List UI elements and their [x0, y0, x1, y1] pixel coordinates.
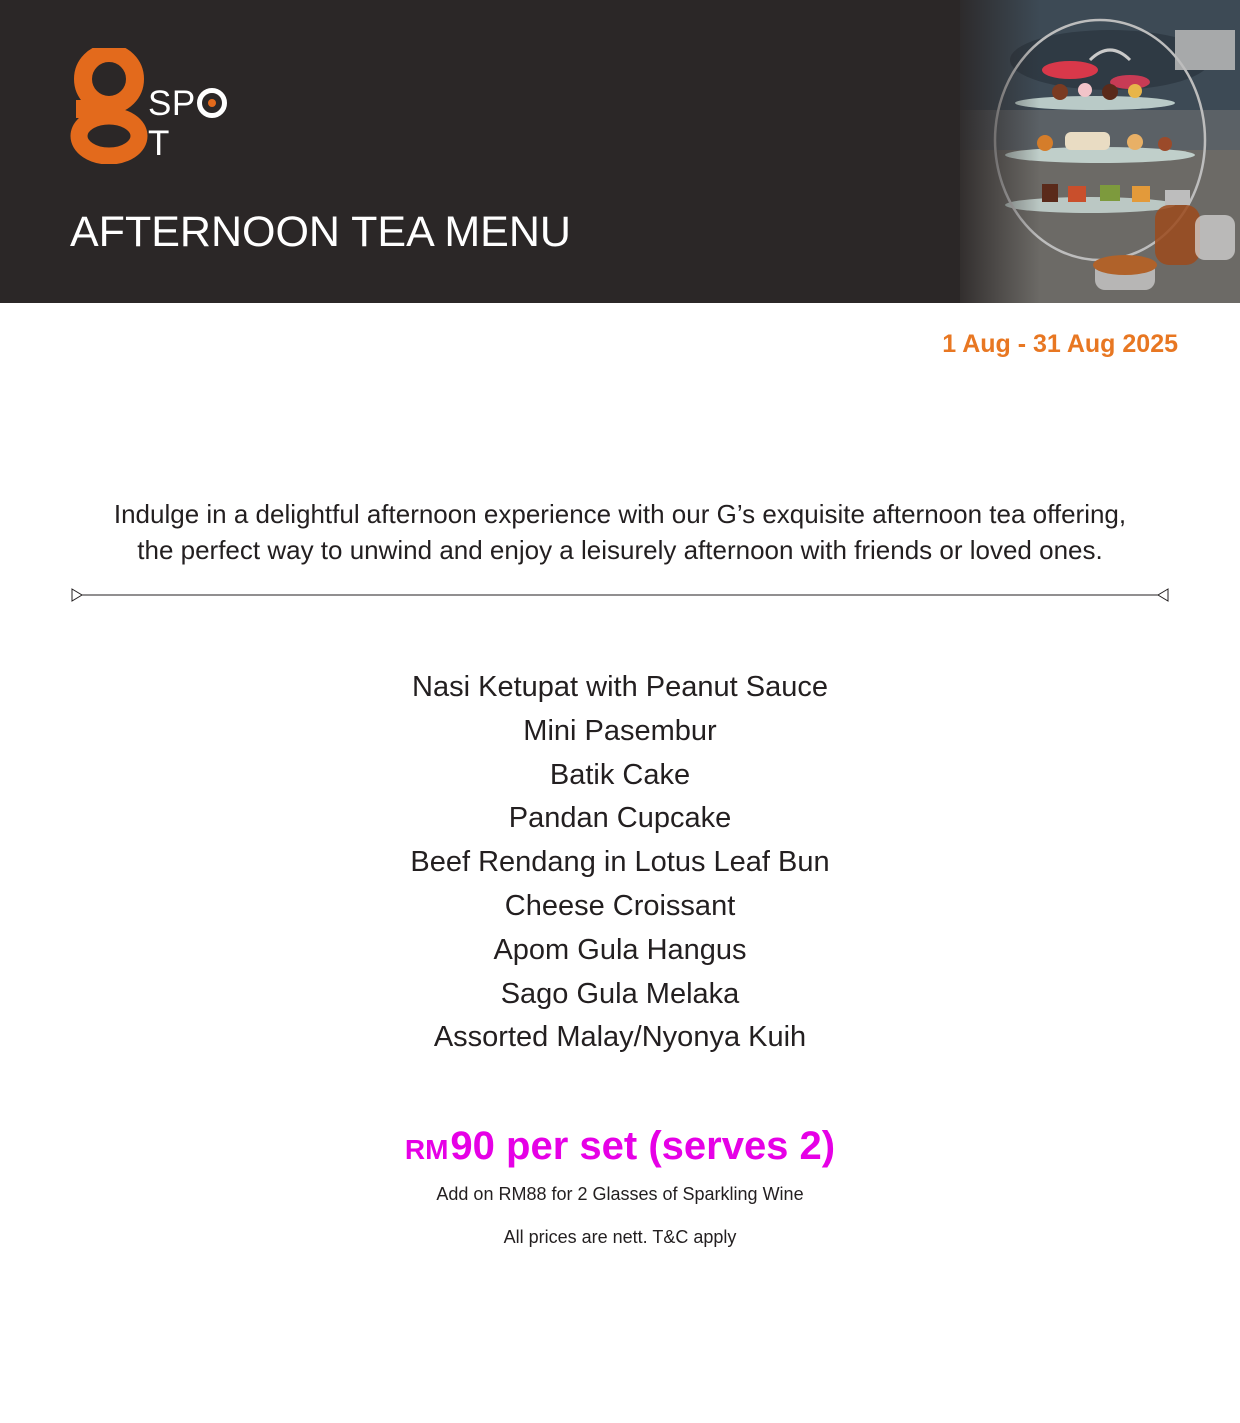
price-note: All prices are nett. T&C apply — [503, 1227, 737, 1247]
intro-line-2: the perfect way to unwind and enjoy a leisurely afternoon with friends or loved ones. — [137, 535, 1103, 565]
divider — [70, 586, 1170, 604]
menu-item: Sago Gula Melaka — [500, 977, 740, 1010]
menu-item: Batik Cake — [549, 758, 691, 791]
price-currency: RM — [404, 1134, 449, 1165]
header-banner — [0, 0, 1240, 303]
menu-item: Mini Pasembur — [523, 714, 717, 747]
menu-list — [0, 666, 1240, 1060]
addon-offer: Add on RM88 for 2 Glasses of Sparkling Wine — [436, 1184, 804, 1204]
logo-word: SPT — [148, 84, 248, 164]
g-spot-logo — [68, 48, 248, 164]
intro-text — [40, 496, 1200, 568]
page-title: AFTERNOON TEA MENU — [70, 208, 571, 256]
photo-fade — [950, 0, 1040, 303]
menu-item: Beef Rendang in Lotus Leaf Bun — [410, 846, 830, 879]
menu-item: Pandan Cupcake — [508, 802, 732, 835]
logo-o-icon — [197, 88, 227, 118]
set-price — [0, 1124, 1240, 1169]
price-text: 90 per set (serves 2) — [450, 1124, 836, 1168]
menu-item: Cheese Croissant — [504, 889, 736, 922]
menu-item: Nasi Ketupat with Peanut Sauce — [412, 671, 828, 703]
divider-left-arrow-icon — [72, 589, 82, 601]
intro-line-1: Indulge in a delightful afternoon experience with our G’s exquisite afternoon tea offering, — [113, 499, 1127, 529]
promo-date-range: 1 Aug - 31 Aug 2025 — [942, 330, 1178, 358]
menu-item: Assorted Malay/Nyonya Kuih — [433, 1021, 807, 1054]
divider-right-arrow-icon — [1158, 589, 1168, 601]
g-logo-icon — [68, 48, 150, 164]
menu-item: Apom Gula Hangus — [493, 933, 747, 966]
